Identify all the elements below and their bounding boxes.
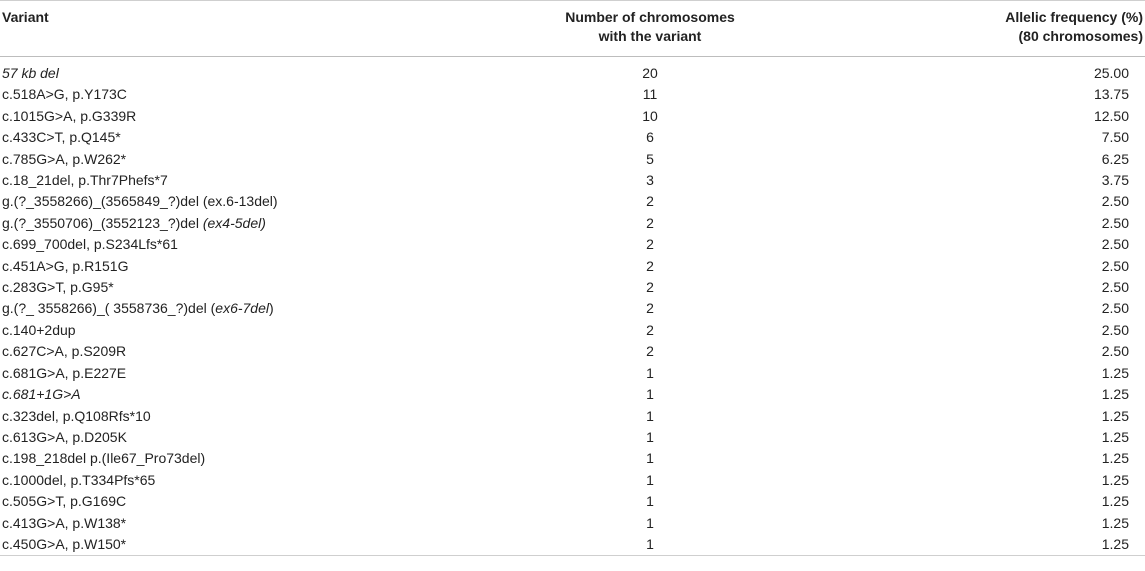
chromosome-count-cell: 6 (646, 129, 654, 146)
table-row (0, 341, 1145, 362)
variant-text: c.699_700del, p.S234Lfs*61 (2, 236, 178, 253)
header-freq-line2: (80 chromosomes) (1018, 28, 1143, 44)
chromosome-count-cell: 1 (646, 364, 654, 381)
chromosome-count-cell: 1 (646, 471, 654, 488)
allelic-frequency-cell: 3.75 (1101, 172, 1129, 189)
table-row (0, 191, 1145, 212)
allelic-frequency-cell: 2.50 (1101, 214, 1129, 231)
variant-tail-text: ) (268, 300, 274, 317)
allelic-frequency-cell: 1.25 (860, 534, 1145, 556)
allelic-frequency-cell: 13.75 (1093, 86, 1129, 103)
table-row (0, 127, 1145, 148)
header-count-line2: with the variant (598, 28, 702, 44)
allelic-frequency-cell: 6.25 (1101, 150, 1129, 167)
variant-text: c.140+2dup (2, 321, 76, 338)
chromosome-count-cell: 11 (642, 86, 658, 103)
table-row (0, 491, 1145, 512)
variant-text: c.413G>A, p.W138* (2, 514, 127, 531)
variant-cell (0, 127, 440, 148)
table-row (0, 84, 1145, 105)
allelic-frequency-cell: 1.25 (1101, 428, 1129, 445)
variant-cell (0, 363, 440, 384)
allelic-frequency-cell: 1.25 (1101, 493, 1129, 510)
variant-text: c.1000del, p.T334Pfs*65 (2, 471, 156, 488)
allelic-frequency-cell: 1.25 (1101, 471, 1129, 488)
chromosome-count-cell: 2 (646, 321, 654, 338)
variant-text: c.450G>A, p.W150* (2, 535, 127, 552)
variant-cell (0, 149, 440, 170)
header-row (0, 1, 1145, 57)
header-chromosome-count (440, 1, 860, 57)
variant-text: g.(?_ 3558266)_( 3558736_?)del ( (2, 300, 216, 317)
chromosome-count-cell: 2 (646, 193, 654, 210)
variant-cell (0, 534, 440, 556)
table-row (0, 534, 1145, 556)
allelic-frequency-cell: 2.50 (1101, 279, 1129, 296)
variant-cell (0, 513, 440, 534)
allelic-frequency-cell: 1.25 (1101, 407, 1129, 424)
variant-text: g.(?_3550706)_(3552123_?)del (2, 214, 203, 231)
allelic-frequency-cell: 2.50 (1101, 193, 1129, 210)
variant-text: c.681+1G>A (2, 386, 81, 403)
chromosome-count-cell: 1 (646, 450, 654, 467)
table-row (0, 448, 1145, 469)
allelic-frequency-cell: 1.25 (1101, 386, 1129, 403)
chromosome-count-cell: 3 (646, 172, 654, 189)
chromosome-count-cell: 1 (646, 493, 654, 510)
table-row (0, 277, 1145, 298)
table-row (0, 234, 1145, 255)
allelic-frequency-cell: 2.50 (1101, 343, 1129, 360)
variant-text: g.(?_3558266)_(3565849_?)del (ex.6-13del) (2, 193, 278, 210)
allelic-frequency-cell: 2.50 (1101, 300, 1129, 317)
chromosome-count-cell: 10 (642, 107, 658, 124)
allelic-frequency-cell: 7.50 (1101, 129, 1129, 146)
table-row (0, 106, 1145, 127)
table-row (0, 513, 1145, 534)
allelic-frequency-cell: 2.50 (1101, 236, 1129, 253)
chromosome-count-cell: 1 (646, 428, 654, 445)
variant-cell (0, 384, 440, 405)
chromosome-count-cell: 1 (646, 386, 654, 403)
allelic-frequency-cell: 1.25 (1101, 450, 1129, 467)
header-variant (0, 1, 440, 57)
variant-text: c.451A>G, p.R151G (2, 257, 129, 274)
chromosome-count-cell: 2 (646, 236, 654, 253)
variant-cell (0, 277, 440, 298)
table-row (0, 427, 1145, 448)
table-row (0, 363, 1145, 384)
variant-text: c.681G>A, p.E227E (2, 364, 127, 381)
table-row (0, 406, 1145, 427)
table-body (0, 57, 1145, 556)
variant-cell (0, 448, 440, 469)
variant-italic-text: (ex4-5del) (202, 214, 266, 231)
variant-text: c.613G>A, p.D205K (2, 428, 127, 445)
variant-text: c.505G>T, p.G169C (2, 493, 127, 510)
allelic-frequency-cell: 2.50 (1101, 321, 1129, 338)
variant-cell (0, 234, 440, 255)
variant-cell (0, 191, 440, 212)
allelic-frequency-cell: 1.25 (1101, 514, 1129, 531)
table-row (0, 320, 1145, 341)
table-row (0, 213, 1145, 234)
variant-cell (0, 106, 440, 127)
variant-cell (0, 298, 440, 319)
header-variant-label: Variant (2, 9, 49, 25)
table-row (0, 384, 1145, 405)
variant-text: 57 kb del (2, 65, 59, 81)
variant-text: c.323del, p.Q108Rfs*10 (2, 407, 151, 424)
table-row (0, 298, 1145, 319)
chromosome-count-cell: 2 (646, 214, 654, 231)
variant-text: c.785G>A, p.W262* (2, 150, 127, 167)
header-allelic-frequency (860, 1, 1145, 57)
chromosome-count-cell: 1 (646, 407, 654, 424)
variant-text: c.1015G>A, p.G339R (2, 107, 137, 124)
variant-cell (0, 470, 440, 491)
chromosome-count-cell: 2 (646, 300, 654, 317)
table-row (0, 170, 1145, 191)
variant-cell (0, 57, 440, 85)
variant-cell (0, 84, 440, 105)
variant-cell (0, 341, 440, 362)
variant-text: c.18_21del, p.Thr7Phefs*7 (2, 172, 168, 189)
chromosome-count-cell: 1 (646, 514, 654, 531)
variant-cell (0, 406, 440, 427)
chromosome-count-cell: 1 (440, 534, 860, 556)
table-row (0, 256, 1145, 277)
variant-cell (0, 170, 440, 191)
variant-text: c.433C>T, p.Q145* (2, 129, 121, 146)
allelic-frequency-cell: 1.25 (1101, 364, 1129, 381)
variant-cell (0, 491, 440, 512)
chromosome-count-cell: 2 (646, 343, 654, 360)
variant-text: c.198_218del p.(Ile67_Pro73del) (2, 450, 206, 467)
table-row (0, 57, 1145, 85)
variant-cell (0, 213, 440, 234)
variant-cell (0, 320, 440, 341)
variant-text: c.283G>T, p.G95* (2, 279, 114, 296)
chromosome-count-cell: 5 (646, 150, 654, 167)
chromosome-count-cell: 20 (642, 65, 658, 81)
header-count-line1: Number of chromosomes (565, 9, 735, 25)
allelic-frequency-cell: 25.00 (1093, 65, 1129, 81)
table-header (0, 1, 1145, 57)
table-row (0, 470, 1145, 491)
header-freq-line1: Allelic frequency (%) (1005, 9, 1143, 25)
variant-text: c.627C>A, p.S209R (2, 343, 127, 360)
allelic-frequency-cell: 12.50 (1093, 107, 1129, 124)
variant-cell (0, 256, 440, 277)
variant-italic-text: ex6-7del (215, 300, 269, 317)
table-row (0, 149, 1145, 170)
allelic-frequency-cell: 2.50 (1101, 257, 1129, 274)
chromosome-count-cell: 2 (646, 257, 654, 274)
chromosome-count-cell: 2 (646, 279, 654, 296)
variant-cell (0, 427, 440, 448)
variant-text: c.518A>G, p.Y173C (2, 86, 127, 103)
